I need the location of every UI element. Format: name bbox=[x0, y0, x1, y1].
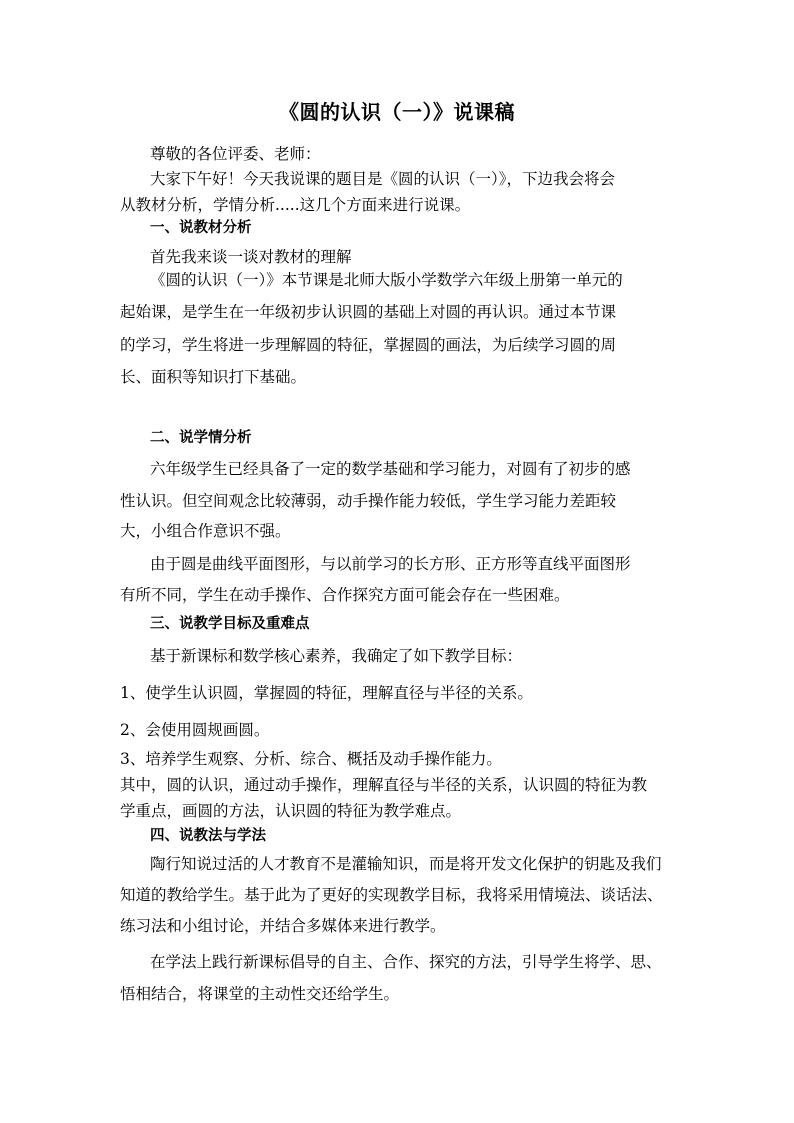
section-heading-goals: 三、说教学目标及重难点 bbox=[150, 616, 310, 632]
goal-item: 2、会使用圆规画圆。 bbox=[120, 721, 270, 739]
intro-line: 从教材分析，学情分析.....这几个方面来进行说课。 bbox=[120, 196, 471, 214]
paragraph-line: 起始课，是学生在一年级初步认识圆的基础上对圆的再认识。通过本节课 bbox=[120, 303, 617, 321]
focus-line: 学重点，画圆的方法，认识圆的特征为教学难点。 bbox=[120, 802, 462, 820]
paragraph-line: 大，小组合作意识不强。 bbox=[120, 522, 291, 540]
section3-lead: 基于新课标和数学核心素养，我确定了如下教学目标： bbox=[150, 647, 523, 665]
section-heading-students: 二、说学情分析 bbox=[150, 430, 252, 446]
goal-item: 3、培养学生观察、分析、综合、概括及动手操作能力。 bbox=[120, 750, 502, 768]
paragraph-line: 知道的教给学生。基于此为了更好的实现教学目标，我将采用情境法、谈话法、 bbox=[120, 886, 663, 904]
section1-lead: 首先我来谈一谈对教材的理解 bbox=[150, 248, 352, 266]
paragraph-line: 陶行知说过活的人才教育不是灌输知识，而是将开发文化保护的钥匙及我们 bbox=[150, 855, 662, 873]
focus-line: 其中，圆的认识，通过动手操作，理解直径与半径的关系，认识圆的特征为教 bbox=[120, 776, 648, 794]
paragraph-line: 六年级学生已经具备了一定的数学基础和学习能力，对圆有了初步的感 bbox=[150, 460, 631, 478]
greeting: 尊敬的各位评委、老师： bbox=[150, 145, 321, 163]
paragraph-line: 由于圆是曲线平面图形，与以前学习的长方形、正方形等直线平面图形 bbox=[150, 555, 631, 573]
paragraph-line: 在学法上践行新课标倡导的自主、合作、探究的方法，引导学生将学、思、 bbox=[150, 953, 662, 971]
section-heading-textbook: 一、说教材分析 bbox=[150, 220, 252, 236]
document-title: 《圆的认识（一）》说课稿 bbox=[279, 100, 515, 124]
paragraph-line: 长、面积等知识打下基础。 bbox=[120, 368, 307, 386]
intro-line: 大家下午好！今天我说课的题目是《圆的认识（一）》，下边我会将会 bbox=[150, 170, 616, 188]
paragraph-line: 悟相结合，将课堂的主动性交还给学生。 bbox=[120, 985, 400, 1003]
paragraph-line: 有所不同，学生在动手操作、合作探究方面可能会存在一些困难。 bbox=[120, 586, 570, 604]
section-heading-methods: 四、说教法与学法 bbox=[150, 828, 266, 844]
paragraph-line: 的学习，学生将进一步理解圆的特征，掌握圆的画法，为后续学习圆的周 bbox=[120, 336, 617, 354]
paragraph-line: 练习法和小组讨论，并结合多媒体来进行教学。 bbox=[120, 917, 446, 935]
paragraph-line: 性认识。但空间观念比较薄弱，动手操作能力较低，学生学习能力差距较 bbox=[120, 492, 617, 510]
goal-item: 1、使学生认识圆，掌握圆的特征，理解直径与半径的关系。 bbox=[120, 684, 533, 702]
paragraph-line: 《圆的认识（一）》本节课是北师大版小学数学六年级上册第一单元的 bbox=[150, 271, 623, 289]
